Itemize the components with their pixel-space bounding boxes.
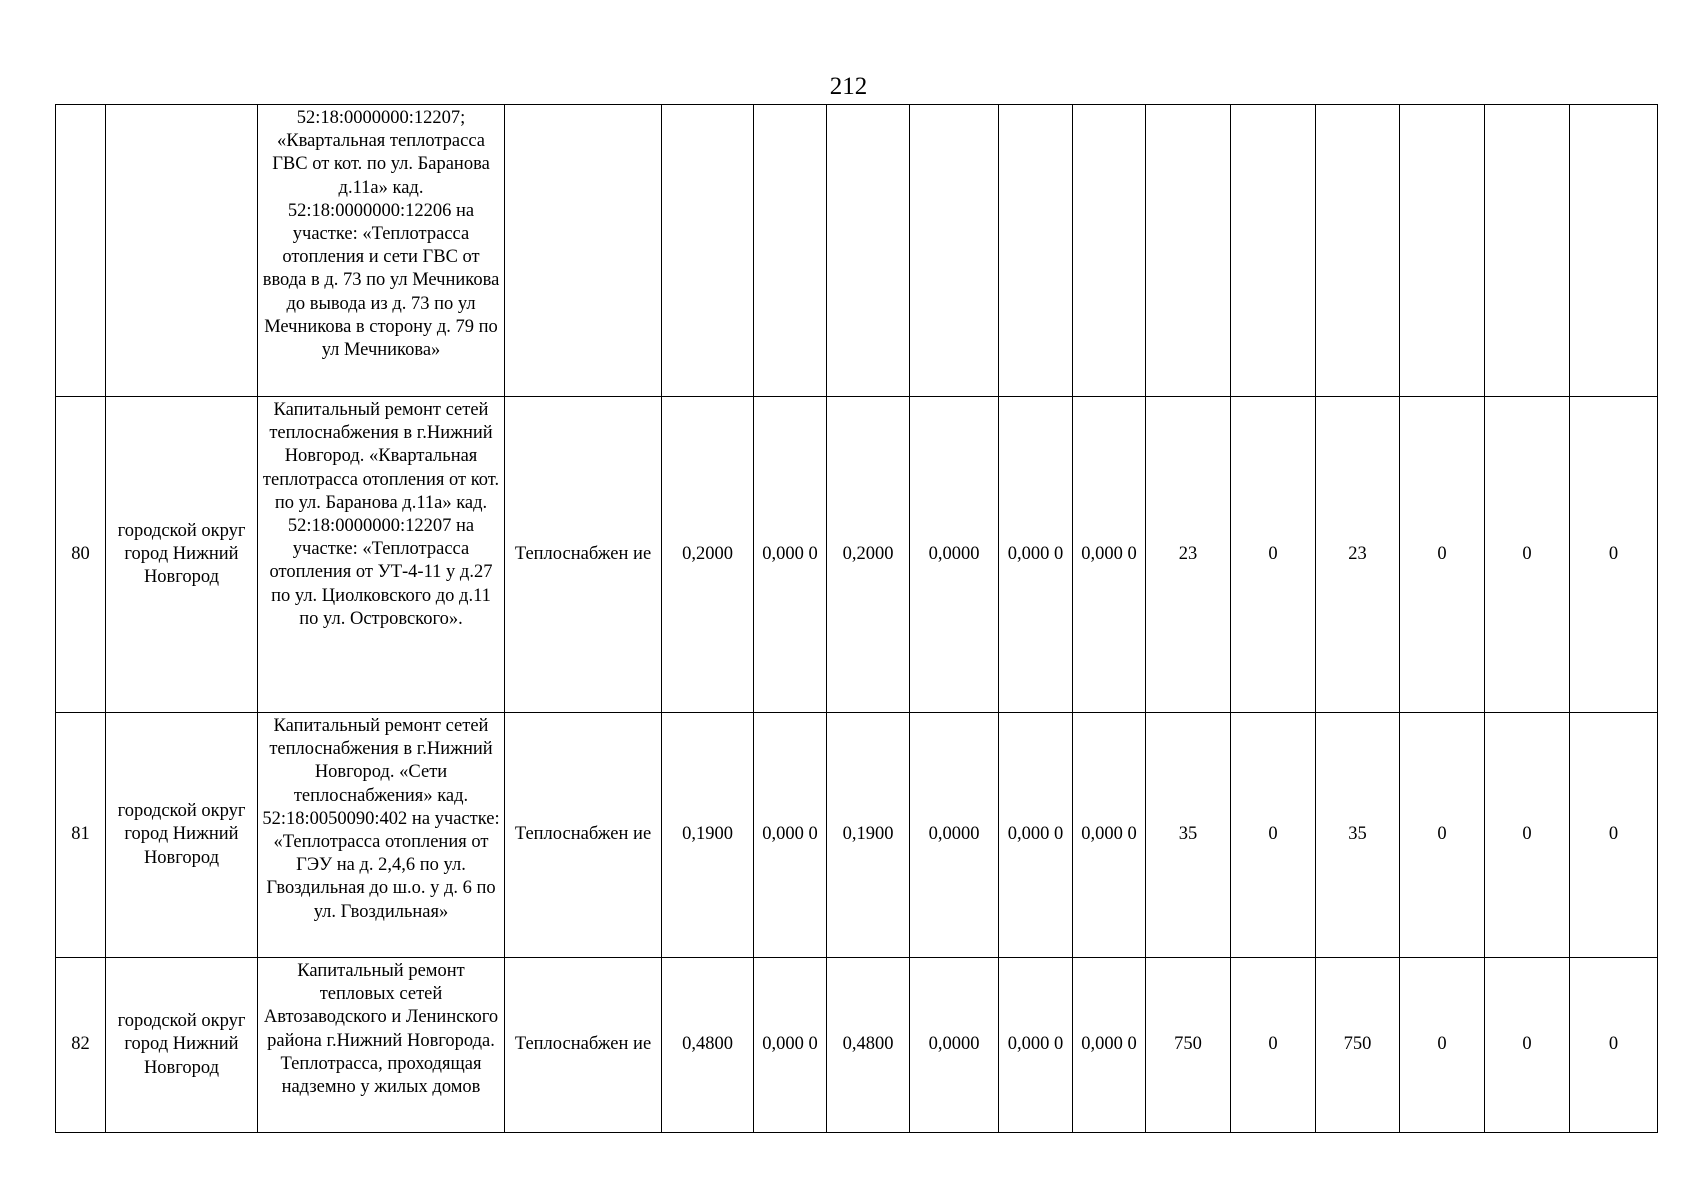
value-cell-6: 0,000 0 (1073, 958, 1146, 1133)
value-cell-9: 750 (1316, 958, 1400, 1133)
municipality-cell: городской округ город Нижний Новгород (106, 958, 258, 1133)
data-table (55, 104, 1658, 1133)
value-cell-11 (1485, 105, 1570, 397)
description-cell: Капитальный ремонт сетей теплоснабжения в г.Нижний Новгород. «Сети теплоснабжения» кад. 52:18:0050090:402 на участке: «Теплотрасса отопления от ГЭУ на д. 2,4,6 по ул. Гвоздильная до ш.о. у д. 6 по ул. Гвоздильная» (258, 713, 505, 958)
value-cell-8: 0 (1231, 958, 1316, 1133)
value-cell-2: 0,000 0 (754, 713, 827, 958)
table-row (56, 958, 1658, 1133)
value-cell-10: 0 (1400, 397, 1485, 713)
value-cell-9 (1316, 105, 1400, 397)
value-cell-3: 0,1900 (827, 713, 910, 958)
value-cell-10 (1400, 105, 1485, 397)
value-cell-5: 0,000 0 (999, 397, 1073, 713)
row-number-cell: 81 (56, 713, 106, 958)
type-cell: Теплоснабжен ие (505, 397, 662, 713)
value-cell-8: 0 (1231, 713, 1316, 958)
municipality-cell: городской округ город Нижний Новгород (106, 397, 258, 713)
value-cell-2 (754, 105, 827, 397)
value-cell-11: 0 (1485, 958, 1570, 1133)
value-cell-4 (910, 105, 999, 397)
value-cell-3: 0,2000 (827, 397, 910, 713)
value-cell-1: 0,1900 (662, 713, 754, 958)
value-cell-11: 0 (1485, 397, 1570, 713)
value-cell-5: 0,000 0 (999, 713, 1073, 958)
value-cell-12: 0 (1570, 713, 1658, 958)
value-cell-5 (999, 105, 1073, 397)
row-number-cell: 82 (56, 958, 106, 1133)
value-cell-8 (1231, 105, 1316, 397)
value-cell-9: 35 (1316, 713, 1400, 958)
value-cell-1: 0,4800 (662, 958, 754, 1133)
value-cell-1: 0,2000 (662, 397, 754, 713)
row-number-cell (56, 105, 106, 397)
table-row (56, 105, 1658, 397)
value-cell-12 (1570, 105, 1658, 397)
value-cell-4: 0,0000 (910, 958, 999, 1133)
value-cell-7: 35 (1146, 713, 1231, 958)
value-cell-6: 0,000 0 (1073, 713, 1146, 958)
table-row (56, 397, 1658, 713)
row-number-cell: 80 (56, 397, 106, 713)
value-cell-6: 0,000 0 (1073, 397, 1146, 713)
value-cell-5: 0,000 0 (999, 958, 1073, 1133)
value-cell-8: 0 (1231, 397, 1316, 713)
value-cell-9: 23 (1316, 397, 1400, 713)
value-cell-3: 0,4800 (827, 958, 910, 1133)
value-cell-12: 0 (1570, 958, 1658, 1133)
description-cell: Капитальный ремонт сетей теплоснабжения в г.Нижний Новгород. «Квартальная теплотрасса отопления от кот. по ул. Баранова д.11а» кад. 52:18:0000000:12207 на участке: «Теплотрасса отопления от УТ-4-11 у д.27 по ул. Циолковского до д.11 по ул. Островского». (258, 397, 505, 713)
type-cell: Теплоснабжен ие (505, 958, 662, 1133)
value-cell-10: 0 (1400, 958, 1485, 1133)
page-number: 212 (829, 73, 868, 100)
value-cell-11: 0 (1485, 713, 1570, 958)
description-cell: 52:18:0000000:12207; «Квартальная теплотрасса ГВС от кот. по ул. Баранова д.11а» кад. 52:18:0000000:12206 на участке: «Теплотрасса отопления и сети ГВС от ввода в д. 73 по ул Мечникова до вывода из д. 73 по ул Мечникова в сторону д. 79 по ул Мечникова» (258, 105, 505, 397)
value-cell-7: 23 (1146, 397, 1231, 713)
value-cell-1 (662, 105, 754, 397)
value-cell-3 (827, 105, 910, 397)
value-cell-10: 0 (1400, 713, 1485, 958)
value-cell-2: 0,000 0 (754, 397, 827, 713)
value-cell-4: 0,0000 (910, 397, 999, 713)
value-cell-4: 0,0000 (910, 713, 999, 958)
municipality-cell: городской округ город Нижний Новгород (106, 713, 258, 958)
value-cell-7: 750 (1146, 958, 1231, 1133)
description-cell: Капитальный ремонт тепловых сетей Автозаводского и Ленинского района г.Нижний Новгорода. Теплотрасса, проходящая надземно у жилых домов (258, 958, 505, 1133)
value-cell-12: 0 (1570, 397, 1658, 713)
value-cell-2: 0,000 0 (754, 958, 827, 1133)
table-row (56, 713, 1658, 958)
municipality-cell (106, 105, 258, 397)
value-cell-7 (1146, 105, 1231, 397)
value-cell-6 (1073, 105, 1146, 397)
type-cell: Теплоснабжен ие (505, 713, 662, 958)
type-cell (505, 105, 662, 397)
